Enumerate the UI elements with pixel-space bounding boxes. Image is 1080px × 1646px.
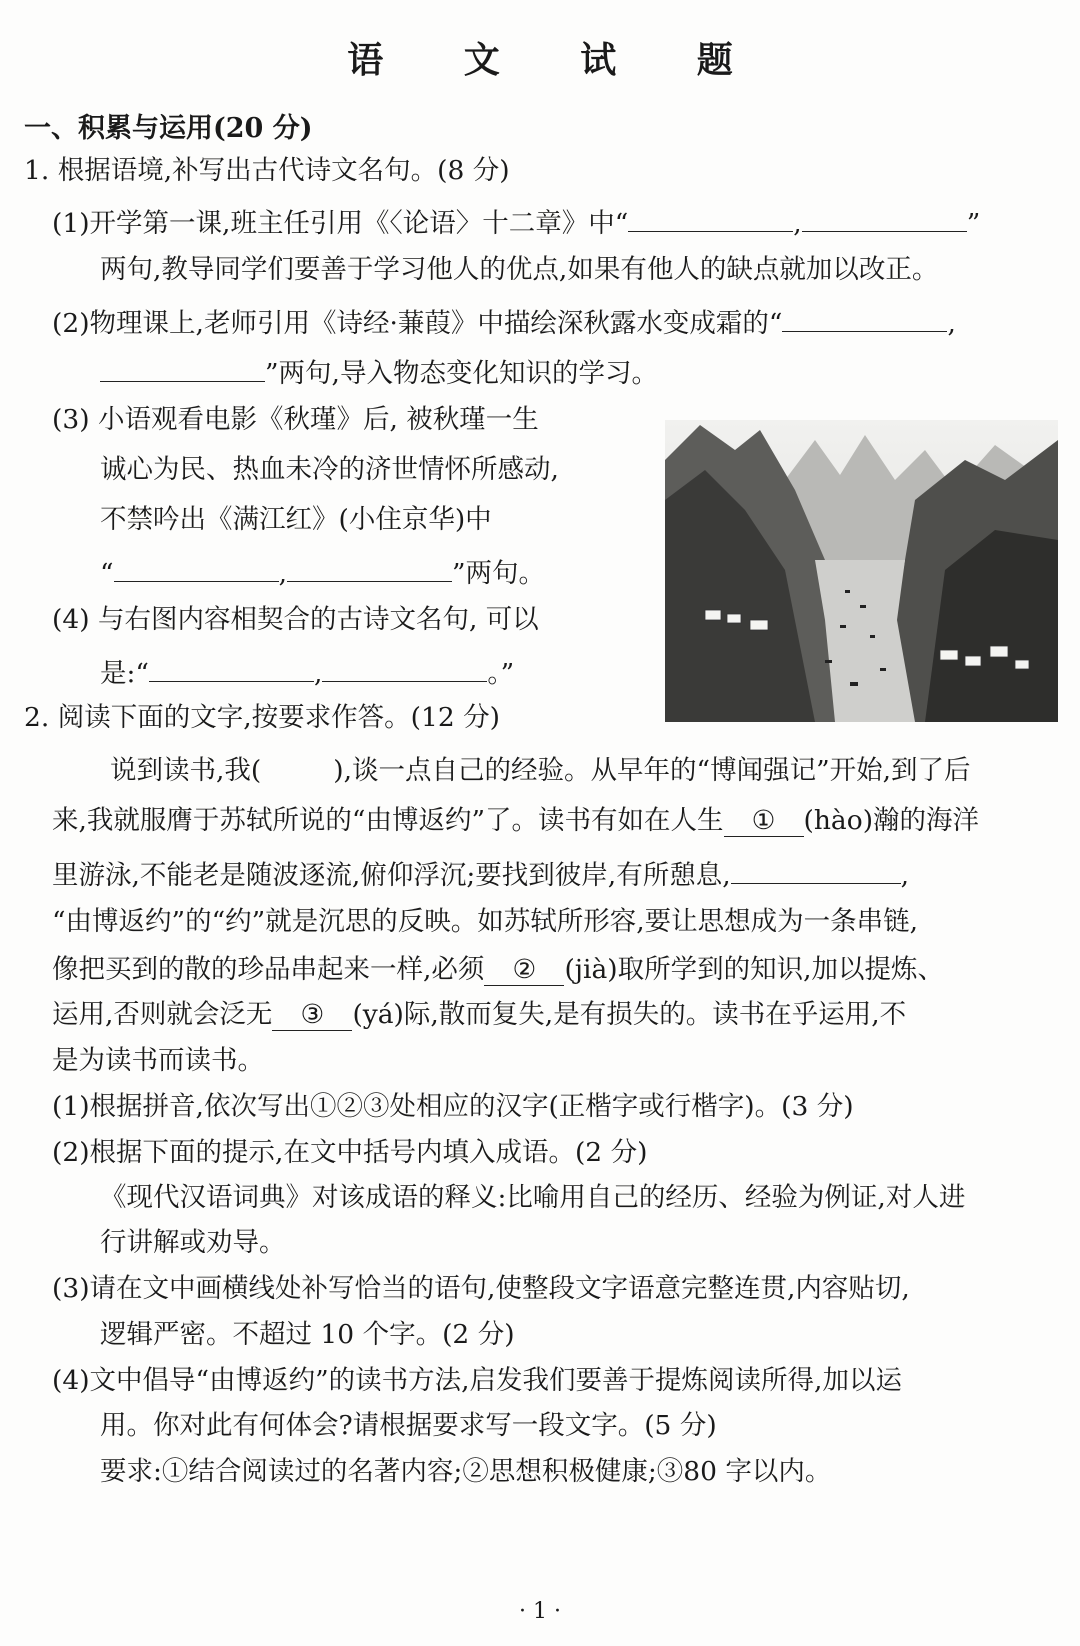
q1-stem: 1. 根据语境,补写出古代诗文名句。(8 分) bbox=[24, 155, 510, 186]
q1-part3-line2: 诚心为民、热血未冷的济世情怀所感动, bbox=[100, 454, 559, 485]
q2-sub2-definition-2: 行讲解或劝导。 bbox=[100, 1227, 286, 1258]
q1-part2-line2: ”两句,导入物态变化知识的学习。 bbox=[100, 355, 658, 389]
landscape-painting-svg bbox=[665, 420, 1058, 722]
q1-part2-line1: (2)物理课上,老师引用《诗经·蒹葭》中描绘深秋露水变成霜的“ , bbox=[52, 305, 956, 339]
landscape-painting bbox=[665, 420, 1058, 722]
q1-part3-line4: “ , ”两句。 bbox=[100, 555, 545, 589]
q1-part4-line2: 是:“ , 。” bbox=[100, 655, 514, 689]
q1-part1-line2: 两句,教导同学们要善于学习他人的优点,如果有他人的缺点就加以改正。 bbox=[100, 254, 939, 285]
passage-line-1: 说到读书,我( ),谈一点自己的经验。从早年的“博闻强记”开始,到了后 bbox=[110, 755, 971, 786]
q1-part4-line1: (4) 与右图内容相契合的古诗文名句, 可以 bbox=[52, 604, 539, 635]
section-heading: 一、积累与运用(20 分) bbox=[24, 113, 313, 144]
answer-blank[interactable] bbox=[149, 655, 314, 682]
passage-line-5: 像把买到的散的珍品串起来一样,必须 ② (jià)取所学到的知识,加以提炼、 bbox=[52, 954, 945, 985]
answer-blank[interactable] bbox=[802, 205, 967, 232]
q2-sub3-line1: (3)请在文中画横线处补写恰当的语句,使整段文字语意完整连贯,内容贴切, bbox=[52, 1273, 910, 1304]
passage-line-3: 里游泳,不能老是随波逐流,俯仰浮沉;要找到彼岸,有所憩息, , bbox=[52, 857, 909, 891]
q2-sub1: (1)根据拼音,依次写出①②③处相应的汉字(正楷字或行楷字)。(3 分) bbox=[52, 1091, 854, 1122]
page-number: · 1 · bbox=[519, 1599, 561, 1624]
answer-blank[interactable] bbox=[100, 355, 265, 382]
passage-line-2: 来,我就服膺于苏轼所说的“由博返约”了。读书有如在人生 ① (hào)瀚的海洋 bbox=[52, 805, 980, 836]
q2-sub4-requirements: 要求:①结合阅读过的名著内容;②思想积极健康;③80 字以内。 bbox=[100, 1456, 832, 1487]
q2-sub3-line2: 逻辑严密。不超过 10 个字。(2 分) bbox=[100, 1319, 515, 1350]
answer-blank[interactable] bbox=[287, 555, 452, 582]
pinyin-blank-2[interactable]: ② bbox=[484, 955, 564, 986]
q2-sub2: (2)根据下面的提示,在文中括号内填入成语。(2 分) bbox=[52, 1137, 648, 1168]
pinyin-blank-1[interactable]: ① bbox=[724, 806, 804, 837]
q1-part3-line1: (3) 小语观看电影《秋瑾》后, 被秋瑾一生 bbox=[52, 404, 539, 435]
q2-sub2-definition-1: 《现代汉语词典》对该成语的释义:比喻用自己的经历、经验为例证,对人进 bbox=[100, 1182, 966, 1213]
answer-blank[interactable] bbox=[782, 305, 947, 332]
pinyin-blank-3[interactable]: ③ bbox=[272, 1000, 352, 1031]
q1-part3-line3: 不禁吟出《满江红》(小住京华)中 bbox=[100, 504, 492, 535]
q1-part1-line1: (1)开学第一课,班主任引用《〈论语〉十二章》中“ , ” bbox=[52, 205, 980, 239]
answer-blank[interactable] bbox=[628, 205, 793, 232]
page-title: 语 文 试 题 bbox=[347, 39, 767, 81]
answer-blank[interactable] bbox=[114, 555, 279, 582]
q2-stem: 2. 阅读下面的文字,按要求作答。(12 分) bbox=[24, 702, 500, 733]
q2-sub4-line1: (4)文中倡导“由博返约”的读书方法,启发我们要善于提炼阅读所得,加以运 bbox=[52, 1365, 902, 1396]
answer-blank[interactable] bbox=[322, 655, 487, 682]
q2-sub4-line2: 用。你对此有何体会?请根据要求写一段文字。(5 分) bbox=[100, 1410, 717, 1441]
passage-line-6: 运用,否则就会泛无 ③ (yá)际,散而复失,是有损失的。读书在乎运用,不 bbox=[52, 999, 907, 1030]
passage-line-7: 是为读书而读书。 bbox=[52, 1045, 264, 1076]
passage-line-4: “由博返约”的“约”就是沉思的反映。如苏轼所形容,要让思想成为一条串链, bbox=[52, 906, 919, 937]
sentence-blank[interactable] bbox=[731, 857, 901, 884]
